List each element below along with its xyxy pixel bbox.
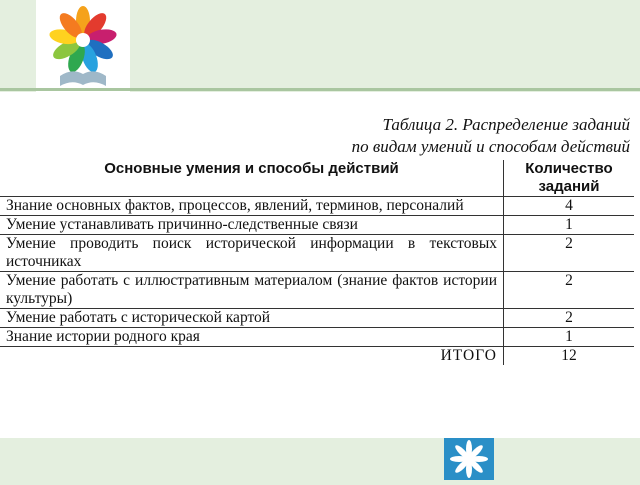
logo-panel <box>36 0 130 92</box>
table-area <box>0 92 640 438</box>
table-row <box>0 197 634 216</box>
count-cell: 2 <box>504 309 635 328</box>
table-row <box>0 309 634 328</box>
header-divider <box>0 88 640 91</box>
count-cell: 4 <box>504 197 635 216</box>
table-row <box>0 235 634 272</box>
header-count-line-2: заданий <box>538 178 600 195</box>
skill-cell: Умение проводить поиск исторической информации в текстовых источниках <box>0 235 504 272</box>
header-skills: Основные умения и способы действий <box>0 160 504 197</box>
table-row <box>0 216 634 235</box>
skill-cell: Знание истории родного края <box>0 328 504 347</box>
table-row <box>0 328 634 347</box>
footer-badge <box>444 438 494 480</box>
count-cell: 2 <box>504 235 635 272</box>
table-caption <box>352 114 630 158</box>
colorful-hands-logo-icon <box>36 0 130 92</box>
skill-cell: Знание основных фактов, процессов, явлений, терминов, персоналий <box>0 197 504 216</box>
total-label: ИТОГО <box>440 347 497 364</box>
caption-line-2: по видам умений и способам действий <box>351 137 630 156</box>
skill-cell: Умение работать с исторической картой <box>0 309 504 328</box>
skill-cell: Умение устанавливать причинно-следственные связи <box>0 216 504 235</box>
count-cell: 1 <box>504 328 635 347</box>
snowflake-emblem-icon <box>444 438 494 480</box>
count-cell: 2 <box>504 272 635 309</box>
header-count-line-1: Количество <box>525 160 613 177</box>
task-distribution-table <box>0 160 634 365</box>
skill-cell: Умение работать с иллюстративным материалом (знание фактов истории культуры) <box>0 272 504 309</box>
total-row <box>0 347 634 366</box>
total-value: 12 <box>504 347 635 366</box>
header-count <box>504 160 635 197</box>
caption-line-1: Таблица 2. Распределение заданий <box>382 115 630 134</box>
table-header-row <box>0 160 634 197</box>
count-cell: 1 <box>504 216 635 235</box>
table-row <box>0 272 634 309</box>
